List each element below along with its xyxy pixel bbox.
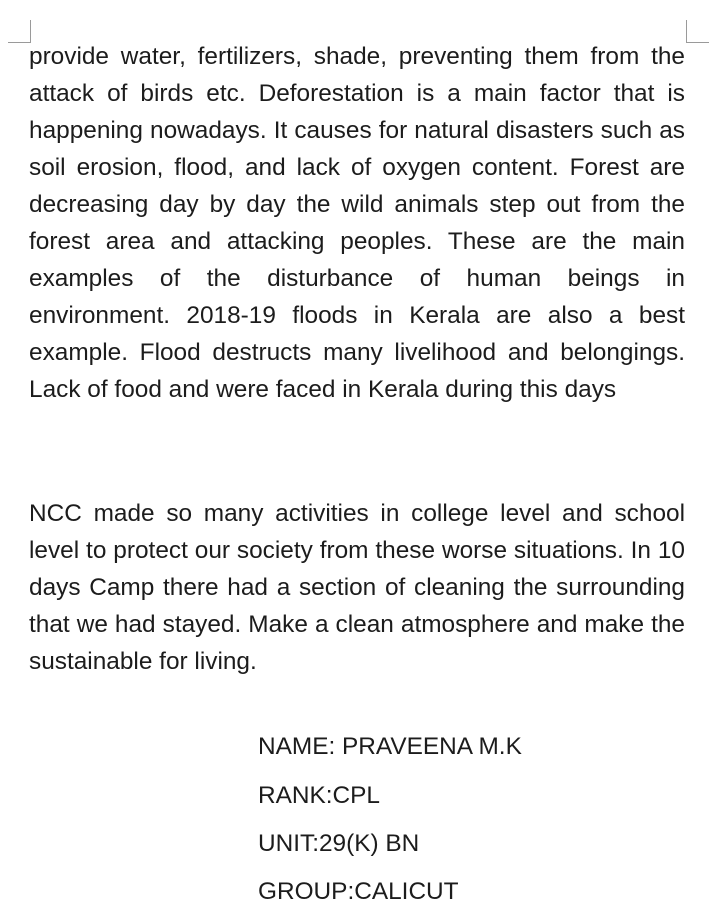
top-right-margin-mark — [686, 20, 709, 43]
signature-rank: RANK:CPL — [258, 782, 380, 809]
signature-group: GROUP:CALICUT — [258, 878, 459, 905]
paragraph-ncc-activities: NCC made so many activities in college level and school level to protect our society from these worse situations. In 10 days Camp there had a section of cleaning the surrounding that we had stayed. Make a clean atmosphere and make the sustainable for living. — [29, 500, 685, 675]
signature-unit: UNIT:29(K) BN — [258, 830, 420, 857]
signature-name: NAME: PRAVEENA M.K — [258, 733, 522, 760]
paragraph-environment: provide water, fertilizers, shade, preventing them from the attack of birds etc. Deforestation is a main factor that is happening nowadays. It causes for natural disasters such as soil erosion, flood, and lack of oxygen content. Forest are decreasing day by day the wild animals step out from the forest area and attacking peoples. These are the main examples of the disturbance of human beings in environment. 2018-19 floods in Kerala are also a best example. Flood destructs many livelihood and belongings. Lack of food and were faced in Kerala during this days — [29, 43, 685, 403]
top-left-margin-mark — [8, 20, 31, 43]
